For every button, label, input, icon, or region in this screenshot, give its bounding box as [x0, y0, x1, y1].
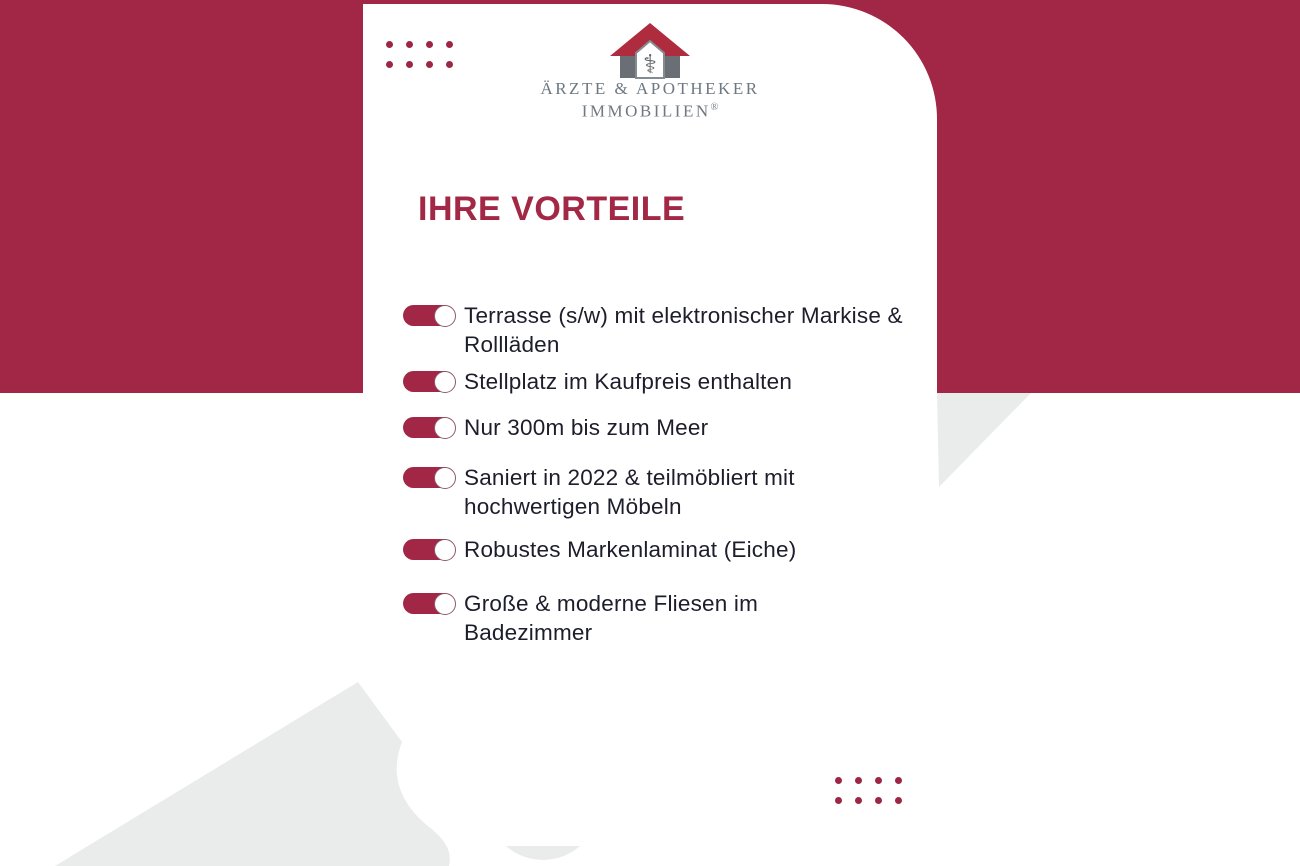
brand-name-line1: ÄRZTE & APOTHEKER: [540, 79, 760, 98]
toggle-on-icon: [403, 371, 455, 392]
toggle-knob: [434, 467, 456, 489]
aesculapius-staff-glyph: ⚕: [642, 49, 658, 79]
toggle-on-icon: [403, 305, 455, 326]
benefit-label: Große & moderne Fliesen im Badezimmer: [464, 591, 759, 645]
benefit-label: Stellplatz im Kaufpreis enthalten: [464, 369, 793, 394]
toggle-on-icon: [403, 467, 455, 488]
toggle-knob: [434, 539, 456, 561]
toggle-knob: [434, 305, 456, 327]
toggle-knob: [434, 371, 456, 393]
page-title: IHRE VORTEILE: [418, 190, 686, 228]
benefit-item: [403, 463, 824, 521]
toggle-knob: [434, 593, 456, 615]
registered-mark: ®: [710, 102, 719, 113]
toggle-knob: [434, 417, 456, 439]
toggle-on-icon: [403, 417, 455, 438]
brand-wordmark: [363, 79, 937, 121]
benefit-item: [403, 367, 792, 396]
house-with-aesculapius-staff-icon: [608, 22, 692, 80]
benefit-item: [403, 589, 774, 647]
brand-name-line2: IMMOBILIEN: [581, 101, 711, 121]
benefit-item: [403, 535, 796, 564]
benefit-label: Nur 300m bis zum Meer: [464, 415, 709, 440]
benefit-label: Robustes Markenlaminat (Eiche): [464, 537, 797, 562]
toggle-on-icon: [403, 539, 455, 560]
benefit-item: [403, 301, 939, 359]
dot-grid-top-icon: [386, 41, 466, 81]
dot-grid-bottom-icon: [835, 777, 915, 817]
benefit-label: Saniert in 2022 & teilmöbliert mit hochwertigen Möbeln: [464, 465, 795, 519]
benefit-label: Terrasse (s/w) mit elektronischer Markise & Rollläden: [464, 303, 903, 357]
benefit-item: [403, 413, 708, 442]
toggle-on-icon: [403, 593, 455, 614]
